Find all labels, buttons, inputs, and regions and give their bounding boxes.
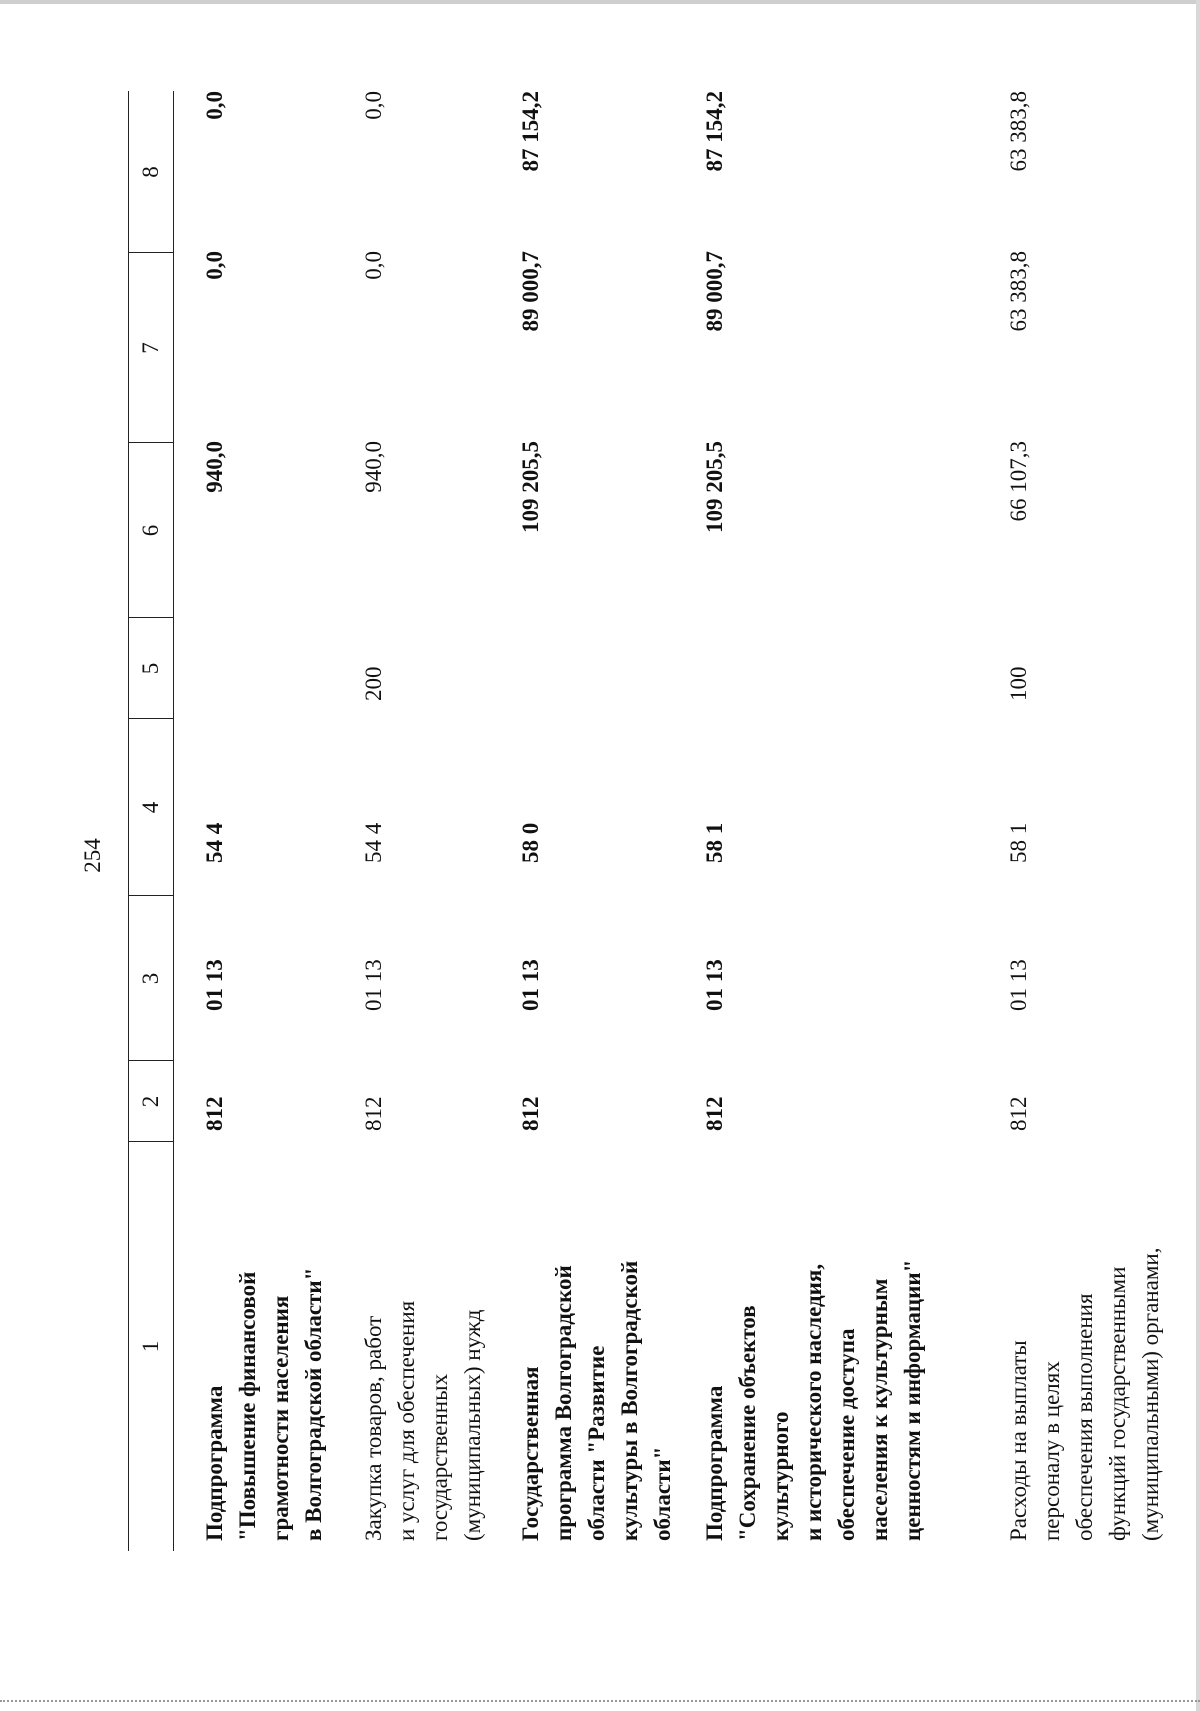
column-header-5: 5 <box>138 662 163 675</box>
name-line: Закупка товаров, работ <box>361 1315 386 1541</box>
name-line: области" <box>650 1446 675 1541</box>
column-header-4: 4 <box>138 801 163 814</box>
column-header-8: 8 <box>138 166 163 178</box>
table-row-3-name <box>514 1211 679 1541</box>
row-5-col-8: 63 383,8 <box>1006 91 1031 172</box>
row-2-col-8: 0,0 <box>361 91 386 120</box>
row-1-col-7: 0,0 <box>202 251 227 280</box>
row-2-col-3: 01 13 <box>361 959 386 1011</box>
row-3-col-4: 58 0 <box>518 822 543 863</box>
name-line: Подпрограмма <box>702 1385 727 1541</box>
row-3-col-7: 89 000,7 <box>518 251 543 332</box>
page-number: 254 <box>80 838 105 873</box>
row-4-col-8: 87 154,2 <box>702 91 727 172</box>
name-line: населения к культурным <box>867 1278 892 1541</box>
row-1-col-4: 54 4 <box>202 822 227 863</box>
table-row-2-name <box>357 1211 489 1541</box>
table-row-1-name <box>198 1211 330 1541</box>
row-1-col-8: 0,0 <box>202 91 227 120</box>
name-line: программа Волгоградской <box>551 1265 576 1541</box>
row-5-col-7: 63 383,8 <box>1006 251 1031 332</box>
row-5-col-2: 812 <box>1006 1096 1031 1131</box>
row-2-col-7: 0,0 <box>361 251 386 280</box>
name-line: и исторического наследия, <box>801 1263 826 1541</box>
name-line: "Сохранение объектов <box>735 1305 760 1541</box>
name-line: государственных <box>427 1373 452 1541</box>
name-line: обеспечения выполнения <box>1072 1293 1097 1541</box>
name-line: области "Развитие <box>584 1345 609 1541</box>
column-header-1: 1 <box>138 1340 163 1353</box>
row-3-col-8: 87 154,2 <box>518 91 543 172</box>
row-2-col-4: 54 4 <box>361 822 386 863</box>
name-line: персоналу в целях <box>1039 1361 1064 1541</box>
row-1-col-3: 01 13 <box>202 959 227 1011</box>
name-line: и услуг для обеспечения <box>394 1300 419 1541</box>
column-header-2: 2 <box>138 1095 163 1108</box>
row-4-col-7: 89 000,7 <box>702 251 727 332</box>
name-line: культурного <box>768 1411 793 1541</box>
row-1-col-6: 940,0 <box>202 441 227 493</box>
column-header-7: 7 <box>138 342 163 354</box>
row-4-col-6: 109 205,5 <box>702 441 727 533</box>
name-line: в Волгоградской области" <box>301 1267 326 1541</box>
row-2-col-6: 940,0 <box>361 441 386 493</box>
row-1-col-2: 812 <box>202 1096 227 1131</box>
name-line: функций государственными <box>1105 1266 1130 1541</box>
name-line: Расходы на выплаты <box>1006 1340 1031 1541</box>
table-row-5-name <box>1002 1211 1167 1541</box>
header-top-rule <box>128 91 129 1551</box>
row-5-col-4: 58 1 <box>1006 822 1031 863</box>
column-header-3: 3 <box>138 972 163 985</box>
name-line: Подпрограмма <box>202 1385 227 1541</box>
name-line: грамотности населения <box>268 1295 293 1541</box>
row-4-col-3: 01 13 <box>702 959 727 1011</box>
row-3-col-6: 109 205,5 <box>518 441 543 533</box>
table-row-4-name <box>698 1211 929 1541</box>
row-2-col-2: 812 <box>361 1096 386 1131</box>
row-3-col-2: 812 <box>518 1096 543 1131</box>
name-line: обеспечение доступа <box>834 1328 859 1541</box>
row-4-col-4: 58 1 <box>702 822 727 863</box>
name-line: "Повышение финансовой <box>235 1271 260 1541</box>
name-line: культуры в Волгоградской <box>617 1260 642 1541</box>
row-5-col-6: 66 107,3 <box>1006 441 1031 522</box>
name-line: (муниципальными) органами, <box>1138 1247 1163 1541</box>
row-5-col-3: 01 13 <box>1006 959 1031 1011</box>
column-header-6: 6 <box>138 524 163 537</box>
name-line: Государственная <box>518 1366 543 1541</box>
name-line: (муниципальных) нужд <box>460 1309 485 1541</box>
row-5-col-5: 100 <box>1006 666 1031 701</box>
header-bottom-rule <box>173 91 174 1551</box>
name-line: ценностям и информации" <box>900 1259 925 1541</box>
row-2-col-5: 200 <box>361 666 386 701</box>
row-4-col-2: 812 <box>702 1096 727 1131</box>
row-3-col-3: 01 13 <box>518 959 543 1011</box>
